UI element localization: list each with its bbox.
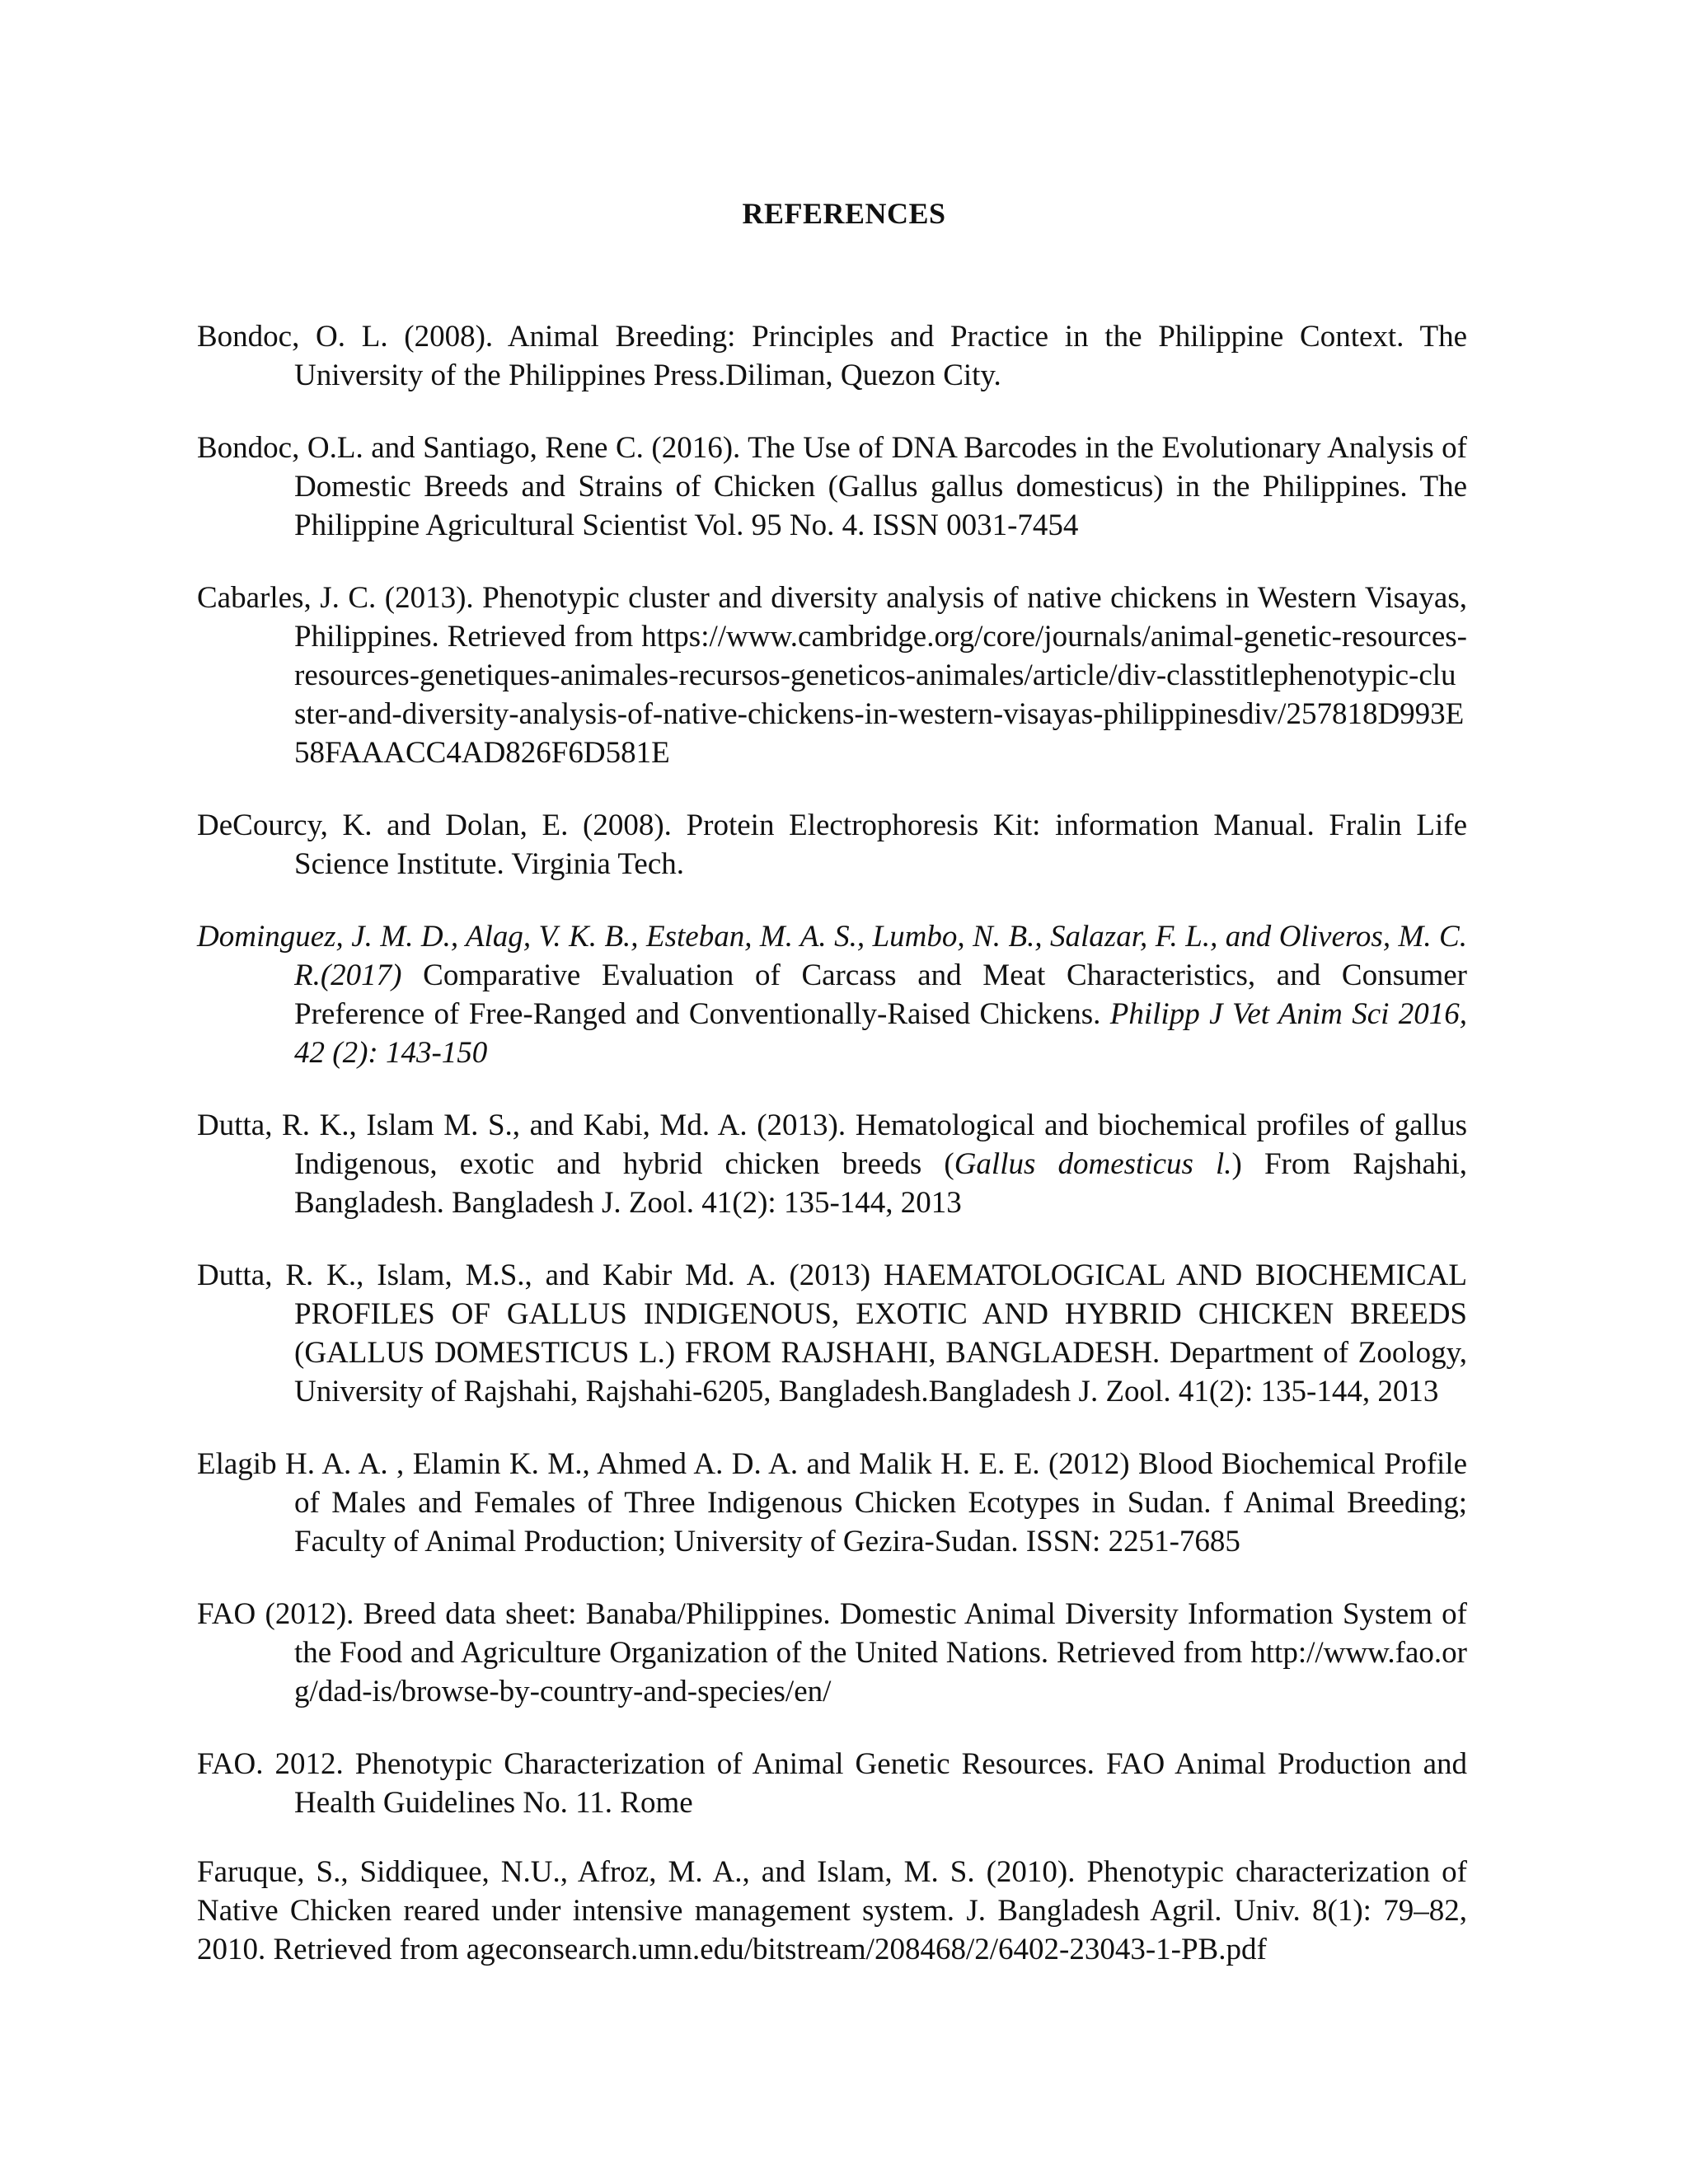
reference-text: Comparative Evaluation of Carcass and Meat Characteristics, and Consumer Preference of Free-Ranged and Conventionally-Raised Chickens. — [294, 958, 1467, 1031]
reference-text: FAO. 2012. Phenotypic Characterization of Animal Genetic Resources. FAO Animal Production and Health Guidelines No. 11. Rome — [197, 1747, 1467, 1820]
reference-dutta-2013-a — [197, 1106, 1467, 1222]
reference-text: Cabarles, J. C. (2013). Phenotypic cluster and diversity analysis of native chickens in Western Visayas, Philippines. Retrieved from — [197, 581, 1467, 654]
reference-fao-2012-breed — [197, 1595, 1467, 1711]
reference-url[interactable]: https://www.cambridge.org/core/journals/animal-genetic-resources-resources-genetiques-animales-recursos-geneticos-animales/article/div-classtitlephenotypic-cluster-and-diversity-analysis-of-native-chickens-in-western-visayas-philippinesdiv/257818D993E58FAAACC4AD826F6D581E — [294, 620, 1467, 770]
reference-text: DeCourcy, K. and Dolan, E. (2008). Protein Electrophoresis Kit: information Manual. Fralin Life Science Institute. Virginia Tech. — [197, 808, 1467, 881]
reference-text: Bondoc, O.L. and Santiago, Rene C. (2016). The Use of DNA Barcodes in the Evolutionary Analysis of Domestic Breeds and Strains of Chicken (Gallus gallus domesticus) in the Philippines. The Philippine Agricultural Scientist Vol. 95 No. 4. ISSN 0031-7454 — [197, 431, 1467, 542]
reference-text: FAO (2012). Breed data sheet: Banaba/Philippines. Domestic Animal Diversity Information System of the Food and Agriculture Organization of the United Nations. Retrieved from — [197, 1597, 1467, 1670]
reference-text-after: ) From Rajshahi, Bangladesh. Bangladesh J. Zool. 41(2): 135-144, 2013 — [294, 1147, 1467, 1220]
reference-text: Elagib H. A. A. , Elamin K. M., Ahmed A. D. A. and Malik H. E. E. (2012) Blood Biochemical Profile of Males and Females of Three Indigenous Chicken Ecotypes in Sudan. f Animal Breeding; Faculty of Animal Production; University of Gezira-Sudan. ISSN: 2251-7685 — [197, 1447, 1467, 1558]
reference-text: Bondoc, O. L. (2008). Animal Breeding: Principles and Practice in the Philippine Context. The University of the Philippines Press.Diliman, Quezon City. — [197, 320, 1467, 392]
reference-text: Dutta, R. K., Islam, M.S., and Kabir Md. A. (2013) HAEMATOLOGICAL AND BIOCHEMICAL PROFILES OF GALLUS INDIGENOUS, EXOTIC AND HYBRID CHICKEN BREEDS (GALLUS DOMESTICUS L.) FROM RAJSHAHI, BANGLADESH. Department of Zoology, University of Rajshahi, Rajshahi-6205, Bangladesh.Bangladesh J. Zool. 41(2): 135-144, 2013 — [197, 1258, 1467, 1408]
reference-dutta-2013-b — [197, 1256, 1467, 1411]
reference-species: Gallus domesticus l. — [954, 1147, 1232, 1181]
reference-elagib-2012 — [197, 1445, 1467, 1561]
reference-faruque-2010 — [197, 1853, 1467, 1969]
reference-list — [197, 287, 1467, 1969]
reference-fao-2012-characterization — [197, 1745, 1467, 1822]
reference-journal: Philipp J Vet Anim Sci 2016, 42 (2): 143-150 — [294, 997, 1468, 1070]
reference-text: Dutta, R. K., Islam M. S., and Kabi, Md. A. (2013). Hematological and biochemical profiles of gallus Indigenous, exotic and hybrid chicken breeds ( — [197, 1108, 1467, 1181]
reference-url[interactable]: http://www.fao.org/dad-is/browse-by-country-and-species/en/ — [294, 1636, 1467, 1708]
reference-bondoc-santiago-2016 — [197, 429, 1467, 545]
reference-dominguez-2017 — [197, 917, 1467, 1072]
reference-authors: Dominguez, J. M. D., Alag, V. K. B., Esteban, M. A. S., Lumbo, N. B., Salazar, F. L., and Oliveros, M. C. R.(2017) — [197, 920, 1467, 992]
reference-text: Faruque, S., Siddiquee, N.U., Afroz, M. A., and Islam, M. S. (2010). Phenotypic characterization of Native Chicken reared under intensive management system. J. Bangladesh Agril. Univ. 8(1): 79–82, 2010. Retrieved from ageconsearch.umn.edu/bitstream/208468/2/6402-23043-1-PB.pdf — [197, 1855, 1467, 1966]
reference-cabarles-2013 — [197, 579, 1467, 772]
reference-bondoc-2008 — [197, 317, 1467, 395]
page-title: REFERENCES — [742, 197, 946, 230]
reference-decourcy-2008 — [197, 806, 1467, 883]
